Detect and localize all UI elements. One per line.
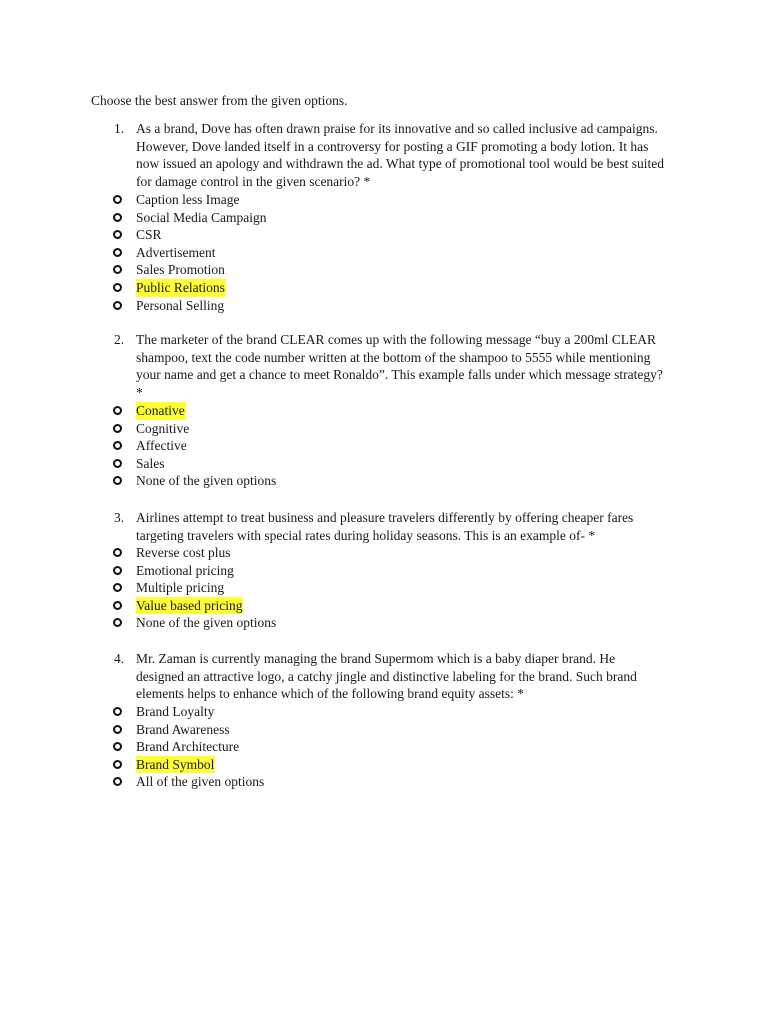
option-item[interactable] <box>0 297 600 315</box>
option-label: Advertisement <box>136 244 216 260</box>
radio-bullet-icon <box>113 213 122 222</box>
option-item[interactable] <box>0 579 600 597</box>
radio-bullet-icon <box>113 548 122 557</box>
radio-bullet-icon <box>113 725 122 734</box>
option-label: Reverse cost plus <box>136 545 231 560</box>
option-label: Conative <box>136 403 185 418</box>
radio-bullet-icon <box>113 583 122 592</box>
radio-bullet-icon <box>113 265 122 274</box>
option-label: Sales Promotion <box>136 262 225 278</box>
option-label: All of the given options <box>136 774 265 790</box>
radio-bullet-icon <box>113 742 122 751</box>
option-item[interactable] <box>0 420 600 438</box>
option-item[interactable] <box>0 437 600 455</box>
option-item[interactable] <box>0 261 600 279</box>
option-item[interactable] <box>0 562 600 580</box>
radio-bullet-icon <box>113 476 122 485</box>
option-item[interactable] <box>0 738 600 756</box>
radio-bullet-icon <box>113 707 122 716</box>
question-text: The marketer of the brand CLEAR comes up with the following message “buy a 200ml CLEAR shampoo, text the code number written at the bottom of the shampoo to 5555 while mentioning your name and get a chance to meet Ronaldo”. This example falls under which message strategy? * <box>136 332 663 400</box>
question-number: 3. <box>114 510 125 525</box>
option-item[interactable] <box>0 455 600 473</box>
option-label: CSR <box>136 227 162 243</box>
question-text: As a brand, Dove has often drawn praise for its innovative and so called inclusive ad campaigns. However, Dove landed itself in a controversy for posting a GIF promoting a body lotion. It has now issued an apology and withdrawn the ad. What type of promotional tool would be best suited for damage control in the given scenario? * <box>136 121 665 189</box>
radio-bullet-icon <box>113 441 122 450</box>
option-item[interactable] <box>0 209 600 227</box>
option-item[interactable] <box>0 226 600 244</box>
option-label: Emotional pricing <box>136 562 234 578</box>
radio-bullet-icon <box>113 459 122 468</box>
option-item[interactable] <box>0 472 600 490</box>
question-number: 1. <box>114 121 125 136</box>
option-item[interactable] <box>0 402 600 420</box>
option-label: Social Media Campaign <box>136 209 267 225</box>
question-text: Mr. Zaman is currently managing the brand Supermom which is a baby diaper brand. He designed an attractive logo, a catchy jingle and distinctive labeling for the brand. Such brand elements helps to enhance which of the following brand equity assets: * <box>136 651 637 702</box>
radio-bullet-icon <box>113 195 122 204</box>
radio-bullet-icon <box>113 301 122 310</box>
question-number: 4. <box>114 651 125 666</box>
radio-bullet-icon <box>113 601 122 610</box>
option-label: None of the given options <box>136 615 277 631</box>
radio-bullet-icon <box>113 283 122 292</box>
option-label: Public Relations <box>136 280 225 295</box>
option-label: Affective <box>136 438 187 454</box>
radio-bullet-icon <box>113 424 122 433</box>
option-label: None of the given options <box>136 473 277 489</box>
option-label: Sales <box>136 455 165 471</box>
option-item[interactable] <box>0 191 600 209</box>
option-label: Value based pricing <box>136 597 243 613</box>
radio-bullet-icon <box>113 760 122 769</box>
option-label: Brand Symbol <box>136 756 215 772</box>
option-label: Multiple pricing <box>136 580 225 596</box>
option-label: Brand Architecture <box>136 739 240 755</box>
option-item[interactable] <box>0 279 600 297</box>
option-item[interactable] <box>0 721 600 739</box>
radio-bullet-icon <box>113 618 122 627</box>
radio-bullet-icon <box>113 566 122 575</box>
option-item[interactable] <box>0 703 600 721</box>
option-label: Brand Loyalty <box>136 704 215 719</box>
option-item[interactable] <box>0 597 600 615</box>
option-item[interactable] <box>0 244 600 262</box>
option-label: Caption less Image <box>136 192 240 207</box>
radio-bullet-icon <box>113 230 122 239</box>
option-item[interactable] <box>0 773 600 791</box>
option-item[interactable] <box>0 544 600 562</box>
instructions: Choose the best answer from the given options. <box>91 93 348 108</box>
radio-bullet-icon <box>113 248 122 257</box>
question-text: Airlines attempt to treat business and pleasure travelers differently by offering cheaper fares targeting travelers with special rates during holiday seasons. This is an example of- * <box>136 510 634 543</box>
option-item[interactable] <box>0 614 600 632</box>
radio-bullet-icon <box>113 406 122 415</box>
question-number: 2. <box>114 332 125 347</box>
option-item[interactable] <box>0 756 600 774</box>
option-label: Personal Selling <box>136 297 225 313</box>
option-label: Brand Awareness <box>136 721 230 737</box>
radio-bullet-icon <box>113 777 122 786</box>
option-label: Cognitive <box>136 420 190 436</box>
